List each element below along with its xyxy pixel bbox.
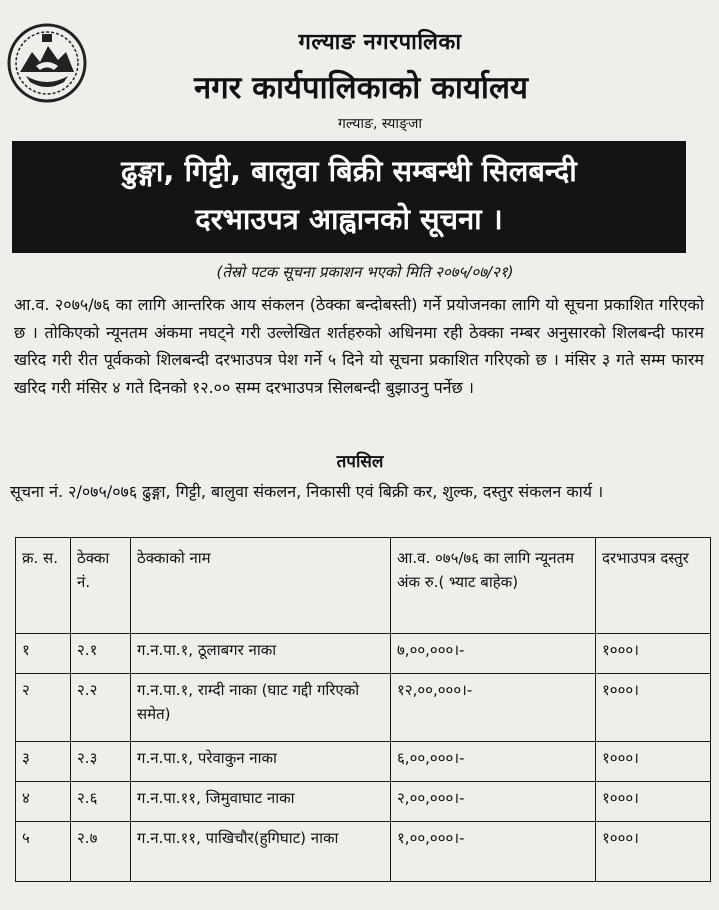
office-location: गल्याङ, स्याङ्जा bbox=[338, 116, 422, 132]
schedule-heading: तपसिल bbox=[336, 452, 384, 472]
table-row bbox=[16, 742, 711, 782]
notice-body: आ.व. २०७५/७६ का लागि आन्तरिक आय संकलन (ठेक्का बन्दोबस्ती) गर्ने प्रयोजनका लागि यो सूचना प्रकाशित गरिएको छ । तोकिएको न्यूनतम अंकमा नघट्ने गरी उल्लेखित शर्तहरुको अधिनमा रही ठेक्का नम्बर अनुसारको शिलबन्दी फारम खरिद गरी रीत पूर्वकको शिलबन्दी दरभाउपत्र पेश गर्ने ५ दिने यो सूचना प्रकाशित गरिएको छ । मंसिर ३ गते सम्म फारम खरिद गरी मंसिर ४ गते दिनको १२.०० सम्म दरभाउपत्र सिलबन्दी बुझाउनु पर्नेछ । bbox=[14, 295, 704, 397]
government-emblem-icon bbox=[6, 22, 88, 104]
publication-note: (तेस्रो पटक सूचना प्रकाशन भएको मिति २०७५/०७/२१) bbox=[216, 263, 514, 281]
cell-contract-no: २.६ bbox=[71, 782, 131, 822]
header-contract-no: ठेक्का नं. bbox=[71, 538, 131, 634]
cell-min-amount: १,००,०००।- bbox=[391, 822, 596, 882]
cell-sn: १ bbox=[16, 634, 71, 674]
cell-fee: १०००। bbox=[596, 822, 711, 882]
cell-contract-no: २.१ bbox=[71, 634, 131, 674]
table-row bbox=[16, 634, 711, 674]
cell-fee: १०००। bbox=[596, 634, 711, 674]
notice-title-line1: ढुङ्गा, गिट्टी, बालुवा बिक्री सम्बन्धी सिलबन्दी bbox=[121, 154, 577, 188]
table-row bbox=[16, 822, 711, 882]
header-sn: क्र. स. bbox=[16, 538, 71, 634]
contract-table bbox=[15, 537, 711, 882]
notice-title-banner bbox=[12, 141, 686, 253]
cell-contract-name: ग.न.पा.१, परेवाकुन नाका bbox=[131, 742, 391, 782]
notice-number-line: सूचना नं. २/०७५/०७६ ढुङ्गा, गिट्टी, बालुवा संकलन, निकासी एवं बिक्री कर, शुल्क, दस्तुर संकलन कार्य । bbox=[10, 482, 604, 501]
header-contract-name: ठेक्काको नाम bbox=[131, 538, 391, 634]
cell-min-amount: ६,००,०००।- bbox=[391, 742, 596, 782]
header-min-amount: आ.व. ०७५/७६ का लागि न्यूनतम अंक रु.( भ्याट बाहेक) bbox=[391, 538, 596, 634]
cell-contract-no: २.७ bbox=[71, 822, 131, 882]
municipality-name: गल्याङ नगरपालिका bbox=[298, 30, 462, 55]
cell-sn: ४ bbox=[16, 782, 71, 822]
cell-contract-name: ग.न.पा.१, राम्दी नाका (घाट गद्दी गरिएको समेत) bbox=[131, 674, 391, 742]
cell-fee: १०००। bbox=[596, 742, 711, 782]
table-row bbox=[16, 782, 711, 822]
notice-title-line2: दरभाउपत्र आह्वानको सूचना । bbox=[195, 202, 503, 236]
cell-sn: २ bbox=[16, 674, 71, 742]
cell-min-amount: ७,००,०००।- bbox=[391, 634, 596, 674]
table-header-row bbox=[16, 538, 711, 634]
cell-fee: १०००। bbox=[596, 674, 711, 742]
table-row bbox=[16, 674, 711, 742]
cell-sn: ५ bbox=[16, 822, 71, 882]
cell-contract-name: ग.न.पा.११, जिमुवाघाट नाका bbox=[131, 782, 391, 822]
cell-min-amount: १२,००,०००।- bbox=[391, 674, 596, 742]
cell-fee: १०००। bbox=[596, 782, 711, 822]
cell-contract-name: ग.न.पा.१, ठूलाबगर नाका bbox=[131, 634, 391, 674]
cell-contract-no: २.२ bbox=[71, 674, 131, 742]
cell-contract-name: ग.न.पा.११, पाखिचौर(हुगिघाट) नाका bbox=[131, 822, 391, 882]
header-fee: दरभाउपत्र दस्तुर bbox=[596, 538, 711, 634]
cell-min-amount: २,००,०००।- bbox=[391, 782, 596, 822]
cell-contract-no: २.३ bbox=[71, 742, 131, 782]
cell-sn: ३ bbox=[16, 742, 71, 782]
office-name: नगर कार्यपालिकाको कार्यालय bbox=[194, 70, 528, 106]
